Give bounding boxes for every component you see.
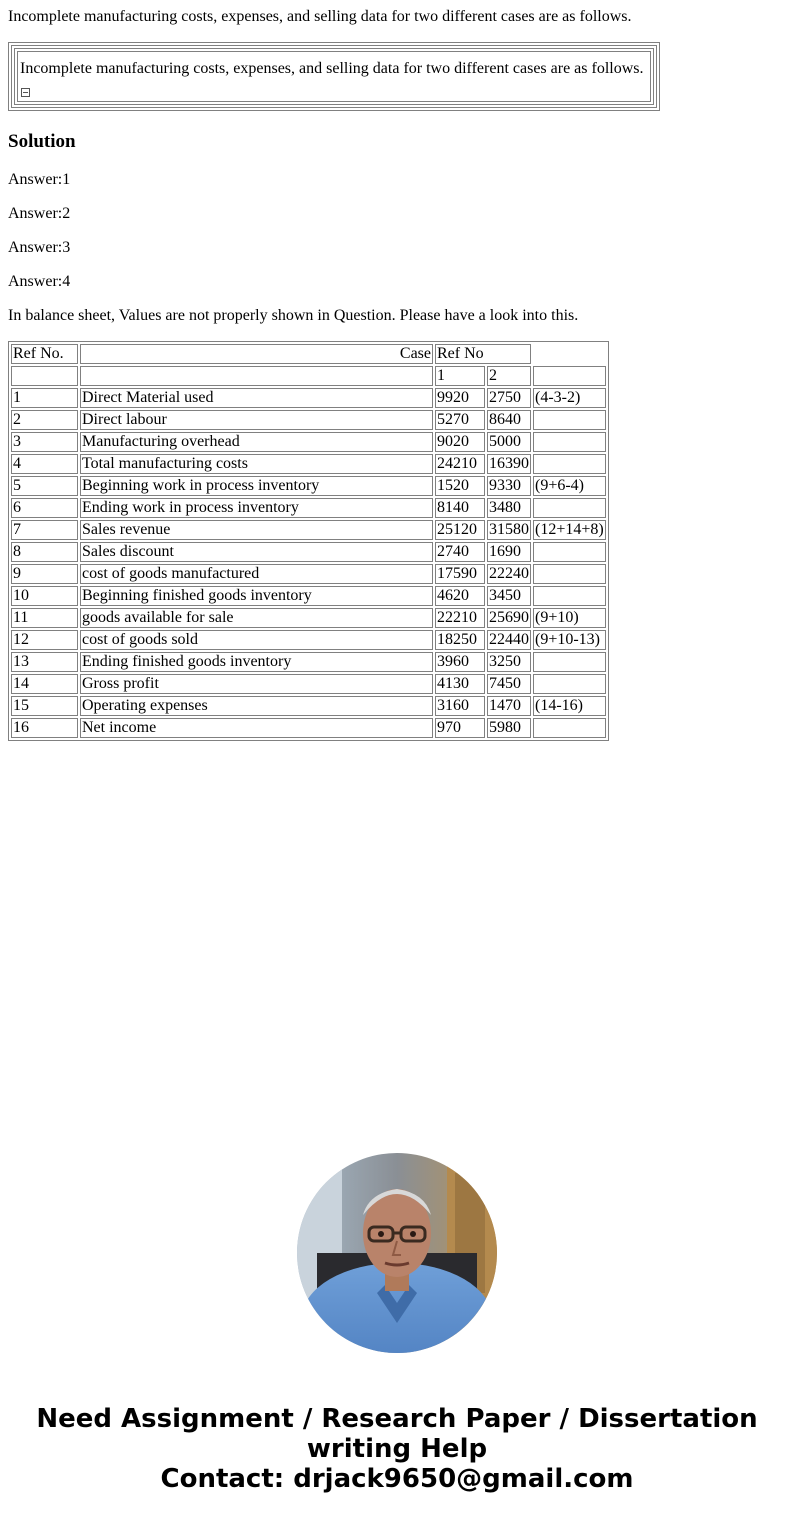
table-row [11, 630, 606, 650]
row-label: Manufacturing overhead [80, 432, 433, 452]
row-case-2-value: 5980 [487, 718, 531, 738]
row-ref: 9 [11, 564, 78, 584]
row-case-2-value: 5000 [487, 432, 531, 452]
header-ref: Ref No. [11, 344, 78, 364]
answer-4: Answer:4 [8, 273, 71, 290]
header-ref-no: Ref No [435, 344, 531, 364]
row-ref: 16 [11, 718, 78, 738]
row-formula [533, 410, 606, 430]
table-row [11, 388, 606, 408]
row-label: Sales revenue [80, 520, 433, 540]
row-ref: 7 [11, 520, 78, 540]
row-label: cost of goods sold [80, 630, 433, 650]
row-formula [533, 718, 606, 738]
row-case-2-value: 1470 [487, 696, 531, 716]
table-row [11, 432, 606, 452]
table-row [11, 696, 606, 716]
row-formula [533, 564, 606, 584]
table-row [11, 718, 606, 738]
row-case-1-value: 3960 [435, 652, 485, 672]
row-label: Operating expenses [80, 696, 433, 716]
table-row [11, 454, 606, 474]
row-ref: 12 [11, 630, 78, 650]
row-ref: 15 [11, 696, 78, 716]
row-label: Sales discount [80, 542, 433, 562]
row-label: Beginning finished goods inventory [80, 586, 433, 606]
table-header-row [11, 344, 606, 364]
promo-banner [0, 1404, 794, 1494]
subheader-col-2: 2 [487, 366, 531, 386]
row-ref: 6 [11, 498, 78, 518]
row-case-1-value: 2740 [435, 542, 485, 562]
table-subheader-row [11, 366, 606, 386]
row-case-1-value: 3160 [435, 696, 485, 716]
row-case-2-value: 1690 [487, 542, 531, 562]
row-case-2-value: 22240 [489, 565, 529, 582]
row-label: Net income [80, 718, 433, 738]
row-case-1-value: 1520 [435, 476, 485, 496]
table-row [11, 652, 606, 672]
row-ref: 4 [11, 454, 78, 474]
row-case-2-value: 31580 [489, 521, 529, 538]
person-photo-icon [297, 1153, 497, 1353]
row-case-2-value: 3450 [487, 586, 531, 606]
promo-contact: Contact: drjack9650@gmail.com [160, 1464, 634, 1494]
row-formula: (4-3-2) [533, 388, 606, 408]
row-ref: 3 [11, 432, 78, 452]
row-formula [533, 652, 606, 672]
table-row [11, 542, 606, 562]
broken-image-icon [21, 88, 30, 97]
row-case-1-value: 25120 [435, 520, 485, 540]
row-case-2-value: 3250 [487, 652, 531, 672]
question-box [8, 42, 660, 111]
row-label: Direct labour [80, 410, 433, 430]
row-formula [533, 542, 606, 562]
row-case-1-value: 9920 [435, 388, 485, 408]
row-case-1-value: 22210 [435, 608, 485, 628]
answer-3: Answer:3 [8, 239, 71, 256]
intro-text: Incomplete manufacturing costs, expenses, and selling data for two different cases are as follows. [8, 8, 632, 25]
row-ref: 10 [11, 586, 78, 606]
table-row [11, 498, 606, 518]
header-case: Case [80, 344, 433, 364]
promo-line-2: writing Help [306, 1434, 488, 1464]
row-case-1-value: 4620 [435, 586, 485, 606]
row-formula [533, 674, 606, 694]
row-formula [533, 586, 606, 606]
row-label: Ending work in process inventory [80, 498, 433, 518]
row-case-2-value: 25690 [489, 609, 529, 626]
row-case-1-value: 8140 [435, 498, 485, 518]
row-formula [533, 432, 606, 452]
row-formula [533, 498, 606, 518]
table-row [11, 476, 606, 496]
row-case-2-value: 3480 [487, 498, 531, 518]
row-case-2-value: 16390 [489, 455, 529, 472]
row-ref: 1 [11, 388, 78, 408]
table-row [11, 608, 606, 628]
row-formula: (9+10-13) [533, 630, 606, 650]
row-case-2-value: 7450 [487, 674, 531, 694]
table-row [11, 586, 606, 606]
row-case-2-value: 22440 [489, 631, 529, 648]
row-formula: (12+14+8) [535, 521, 604, 538]
row-case-2-value: 9330 [487, 476, 531, 496]
row-label: Direct Material used [80, 388, 433, 408]
row-formula: (9+10) [533, 608, 606, 628]
balance-sheet-note: In balance sheet, Values are not properly shown in Question. Please have a look into this. [8, 307, 579, 324]
row-formula: (14-16) [533, 696, 606, 716]
row-case-1-value: 17590 [435, 564, 485, 584]
row-ref: 14 [11, 674, 78, 694]
question-box-text: Incomplete manufacturing costs, expenses, and selling data for two different cases are as follows. [20, 60, 644, 77]
row-case-1-value: 18250 [435, 630, 485, 650]
row-ref: 5 [11, 476, 78, 496]
row-formula [533, 454, 606, 474]
row-label: Ending finished goods inventory [80, 652, 433, 672]
promo-line-1: Need Assignment / Research Paper / Dissertation [36, 1404, 758, 1434]
row-label: cost of goods manufactured [80, 564, 433, 584]
row-case-1-value: 5270 [435, 410, 485, 430]
table-row [11, 564, 606, 584]
subheader-col-1: 1 [435, 366, 485, 386]
author-avatar [297, 1153, 497, 1353]
row-case-1-value: 9020 [435, 432, 485, 452]
answer-2: Answer:2 [8, 205, 71, 222]
row-ref: 8 [11, 542, 78, 562]
row-formula: (9+6-4) [533, 476, 606, 496]
row-ref: 2 [11, 410, 78, 430]
row-label: Total manufacturing costs [80, 454, 433, 474]
row-label: Gross profit [80, 674, 433, 694]
row-ref: 13 [11, 652, 78, 672]
row-case-1-value: 24210 [435, 454, 485, 474]
row-case-2-value: 8640 [487, 410, 531, 430]
row-case-1-value: 4130 [435, 674, 485, 694]
row-label: Beginning work in process inventory [80, 476, 433, 496]
table-row [11, 410, 606, 430]
page-content [0, 0, 794, 741]
row-ref: 11 [11, 608, 78, 628]
row-case-1-value: 970 [435, 718, 485, 738]
answer-1: Answer:1 [8, 171, 71, 188]
cost-data-table [8, 341, 609, 741]
table-row [11, 520, 606, 540]
table-row [11, 674, 606, 694]
row-case-2-value: 2750 [487, 388, 531, 408]
solution-heading: Solution [8, 131, 76, 152]
row-label: goods available for sale [80, 608, 433, 628]
